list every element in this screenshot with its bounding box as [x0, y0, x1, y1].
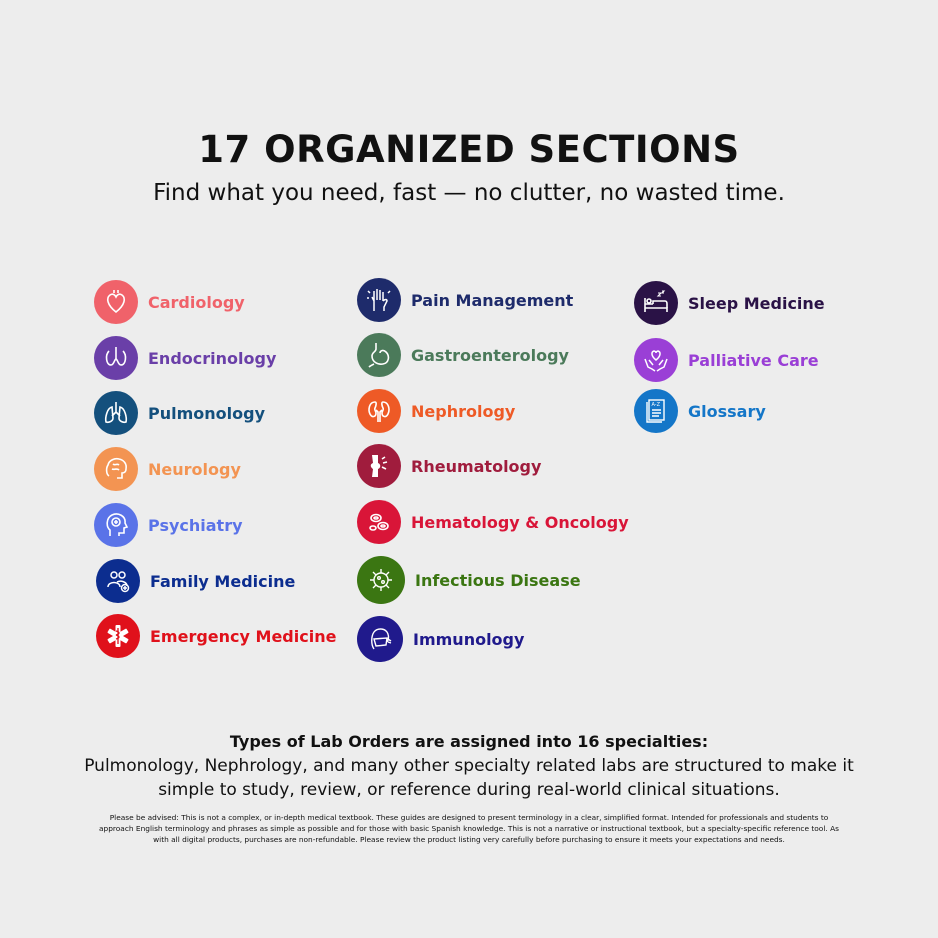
section-gastroenterology: Gastroenterology [357, 333, 569, 377]
section-emergency-medicine: Emergency Medicine [96, 614, 336, 658]
section-sleep-medicine: Sleep Medicine [634, 281, 825, 325]
kidneys-icon [357, 389, 401, 433]
hand-pain-icon [357, 278, 401, 322]
glossary-book-icon [634, 389, 678, 433]
stomach-icon [357, 333, 401, 377]
virus-icon [357, 556, 405, 604]
section-glossary: A-Z Glossary [634, 389, 766, 433]
mask-face-icon [357, 616, 403, 662]
care-hands-icon [634, 338, 678, 382]
heart-icon [94, 280, 138, 324]
section-infectious-disease: Infectious Disease [357, 556, 581, 604]
section-nephrology: Nephrology [357, 389, 515, 433]
joint-icon [357, 444, 401, 488]
section-endocrinology: Endocrinology [94, 336, 276, 380]
section-psychiatry: Psychiatry [94, 503, 243, 547]
section-pain-management: Pain Management [357, 278, 573, 322]
family-icon [96, 559, 140, 603]
section-family-medicine: Family Medicine [96, 559, 295, 603]
section-pulmonology: Pulmonology [94, 391, 265, 435]
page-subtitle: Find what you need, fast — no clutter, no wasted time. [153, 180, 785, 206]
section-palliative-care: Palliative Care [634, 338, 819, 382]
brain-icon [94, 447, 138, 491]
disclaimer-text: Please be advised: This is not a complex, or in-depth medical textbook. These guides are designed to present terminology in a clear, simplified format. Intended for professionals and students to approach English terminology and phrases as simple as possible and for those with basic Spanish knowledge. This is not a narrative or instructional textbook, but a specialty-specific reference tool. As with all digital products, purchases are non-refundable. Please review the product listing very carefully before purchasing to ensure it meets your expectations and needs. [99, 813, 839, 844]
page-title: 17 ORGANIZED SECTIONS [198, 128, 740, 171]
thyroid-icon [94, 336, 138, 380]
lab-orders-description: Pulmonology, Nephrology, and many other specialty related labs are structured to make it simple to study, review, or reference during real-world clinical situations. [84, 756, 854, 800]
star-of-life-icon [96, 614, 140, 658]
section-hematology-oncology: Hematology & Oncology [357, 500, 629, 544]
lungs-icon [94, 391, 138, 435]
svg-text:A-Z: A-Z [651, 402, 661, 408]
section-rheumatology: Rheumatology [357, 444, 541, 488]
section-immunology: Immunology [357, 616, 524, 662]
lab-orders-heading: Types of Lab Orders are assigned into 16 specialties: [229, 732, 709, 751]
section-cardiology: Cardiology [94, 280, 245, 324]
section-neurology: Neurology [94, 447, 241, 491]
mind-head-icon [94, 503, 138, 547]
bed-icon [634, 281, 678, 325]
blood-cells-icon [357, 500, 401, 544]
